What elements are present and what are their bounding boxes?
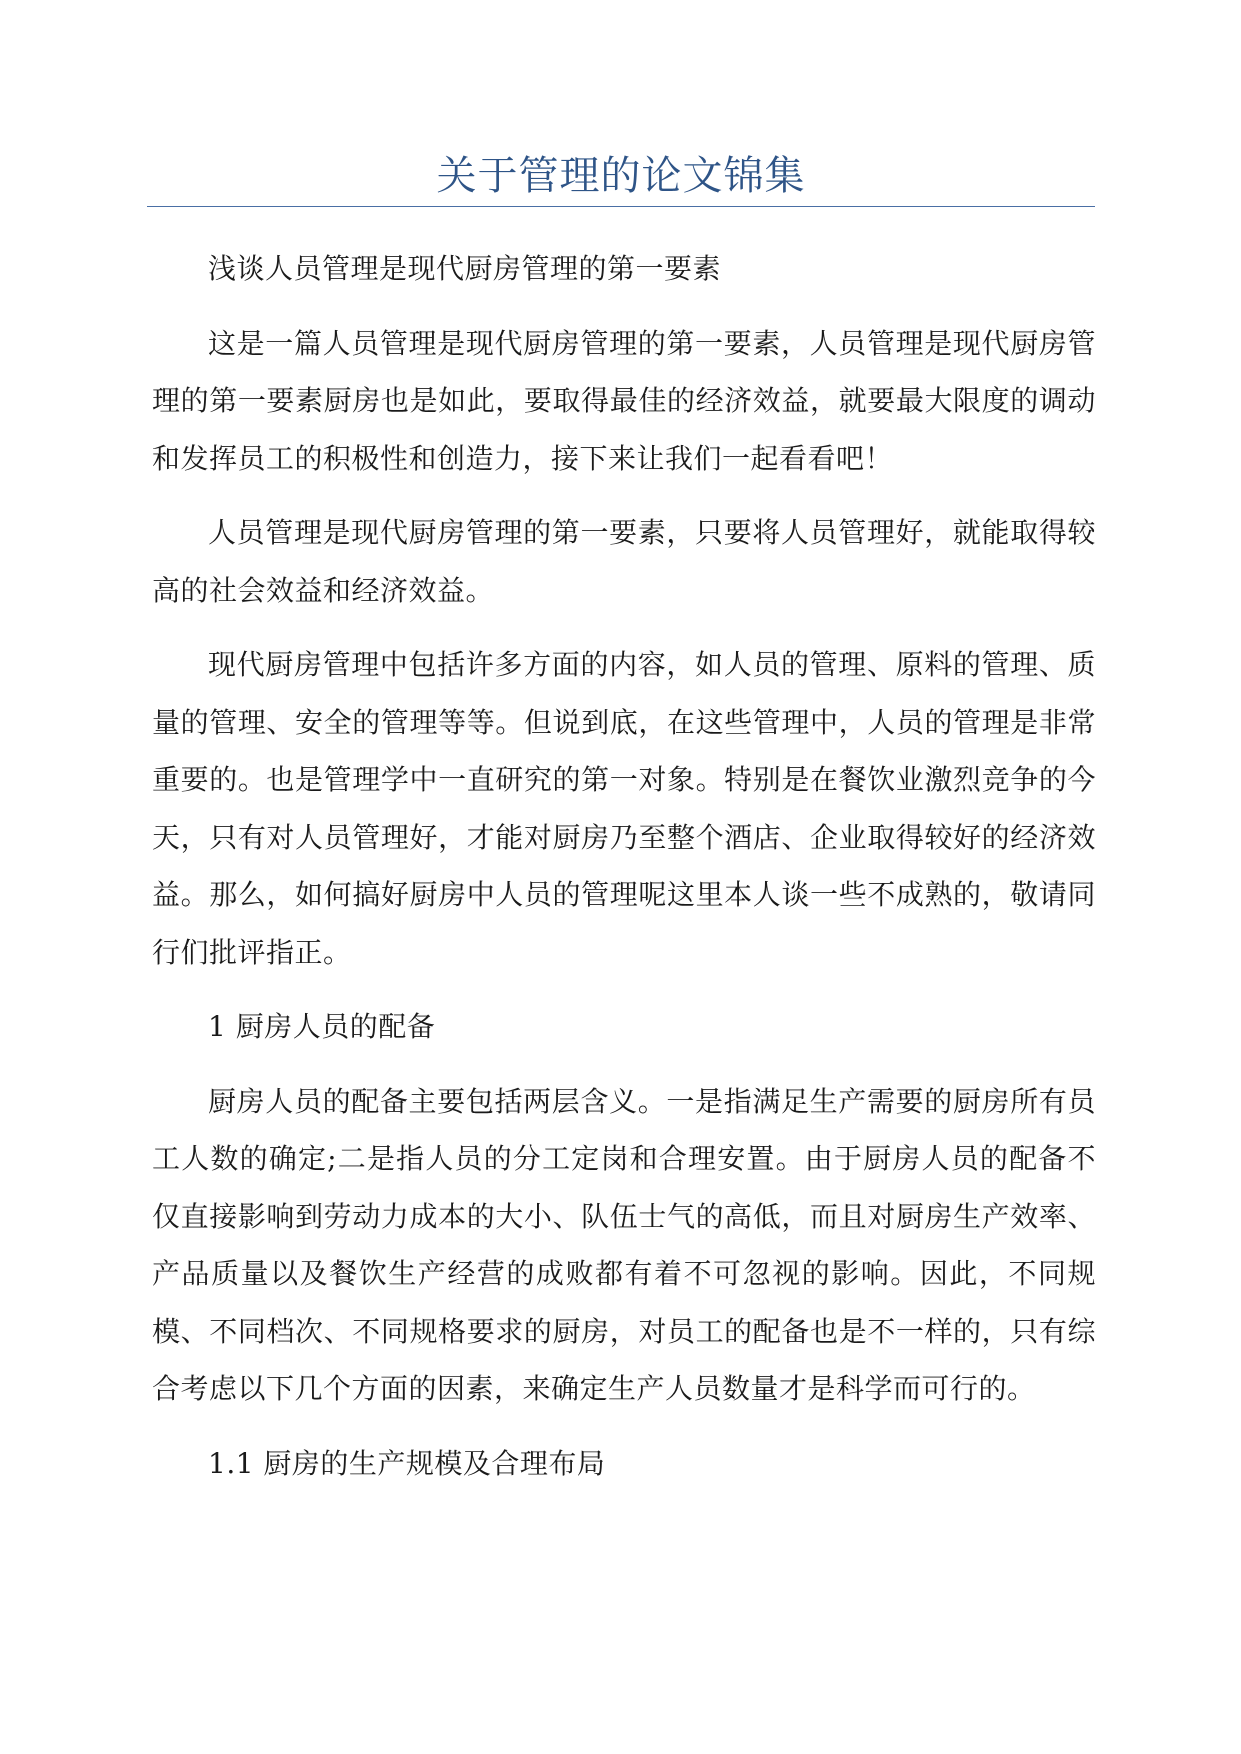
paragraph: 现代厨房管理中包括许多方面的内容，如人员的管理、原料的管理、质量的管理、安全的管理等等。但说到底，在这些管理中，人员的管理是非常重要的。也是管理学中一直研究的第一对象。特别是在餐饮业激烈竞争的今天，只有对人员管理好，才能对厨房乃至整个酒店、企业取得较好的经济效益。那么，如何搞好厨房中人员的管理呢这里本人谈一些不成熟的，敬请同行们批评指正。 [152,648,1096,969]
paragraph: 人员管理是现代厨房管理的第一要素，只要将人员管理好，就能取得较高的社会效益和经济效益。 [152,516,1096,607]
paragraph: 厨房人员的配备主要包括两层含义。一是指满足生产需要的厨房所有员工人数的确定;二是指人员的分工定岗和合理安置。由于厨房人员的配备不仅直接影响到劳动力成本的大小、队伍士气的高低，而且对厨房生产效率、产品质量以及餐饮生产经营的成败都有着不可忽视的影响。因此，不同规模、不同档次、不同规格要求的厨房，对员工的配备也是不一样的，只有综合考虑以下几个方面的因素，来确定生产人员数量才是科学而可行的。 [152,1084,1096,1405]
section-heading: 浅谈人员管理是现代厨房管理的第一要素 [208,252,722,285]
section-heading: 1.1 厨房的生产规模及合理布局 [208,1446,606,1480]
document-title: 关于管理的论文锦集 [436,153,806,199]
paragraph: 这是一篇人员管理是现代厨房管理的第一要素，人员管理是现代厨房管理的第一要素厨房也是如此，要取得最佳的经济效益，就要最大限度的调动和发挥员工的积极性和创造力，接下来让我们一起看看吧！ [152,326,1096,475]
document-body [152,240,1096,1492]
section-heading: 1 厨房人员的配备 [208,1010,436,1043]
title-divider [147,206,1095,207]
